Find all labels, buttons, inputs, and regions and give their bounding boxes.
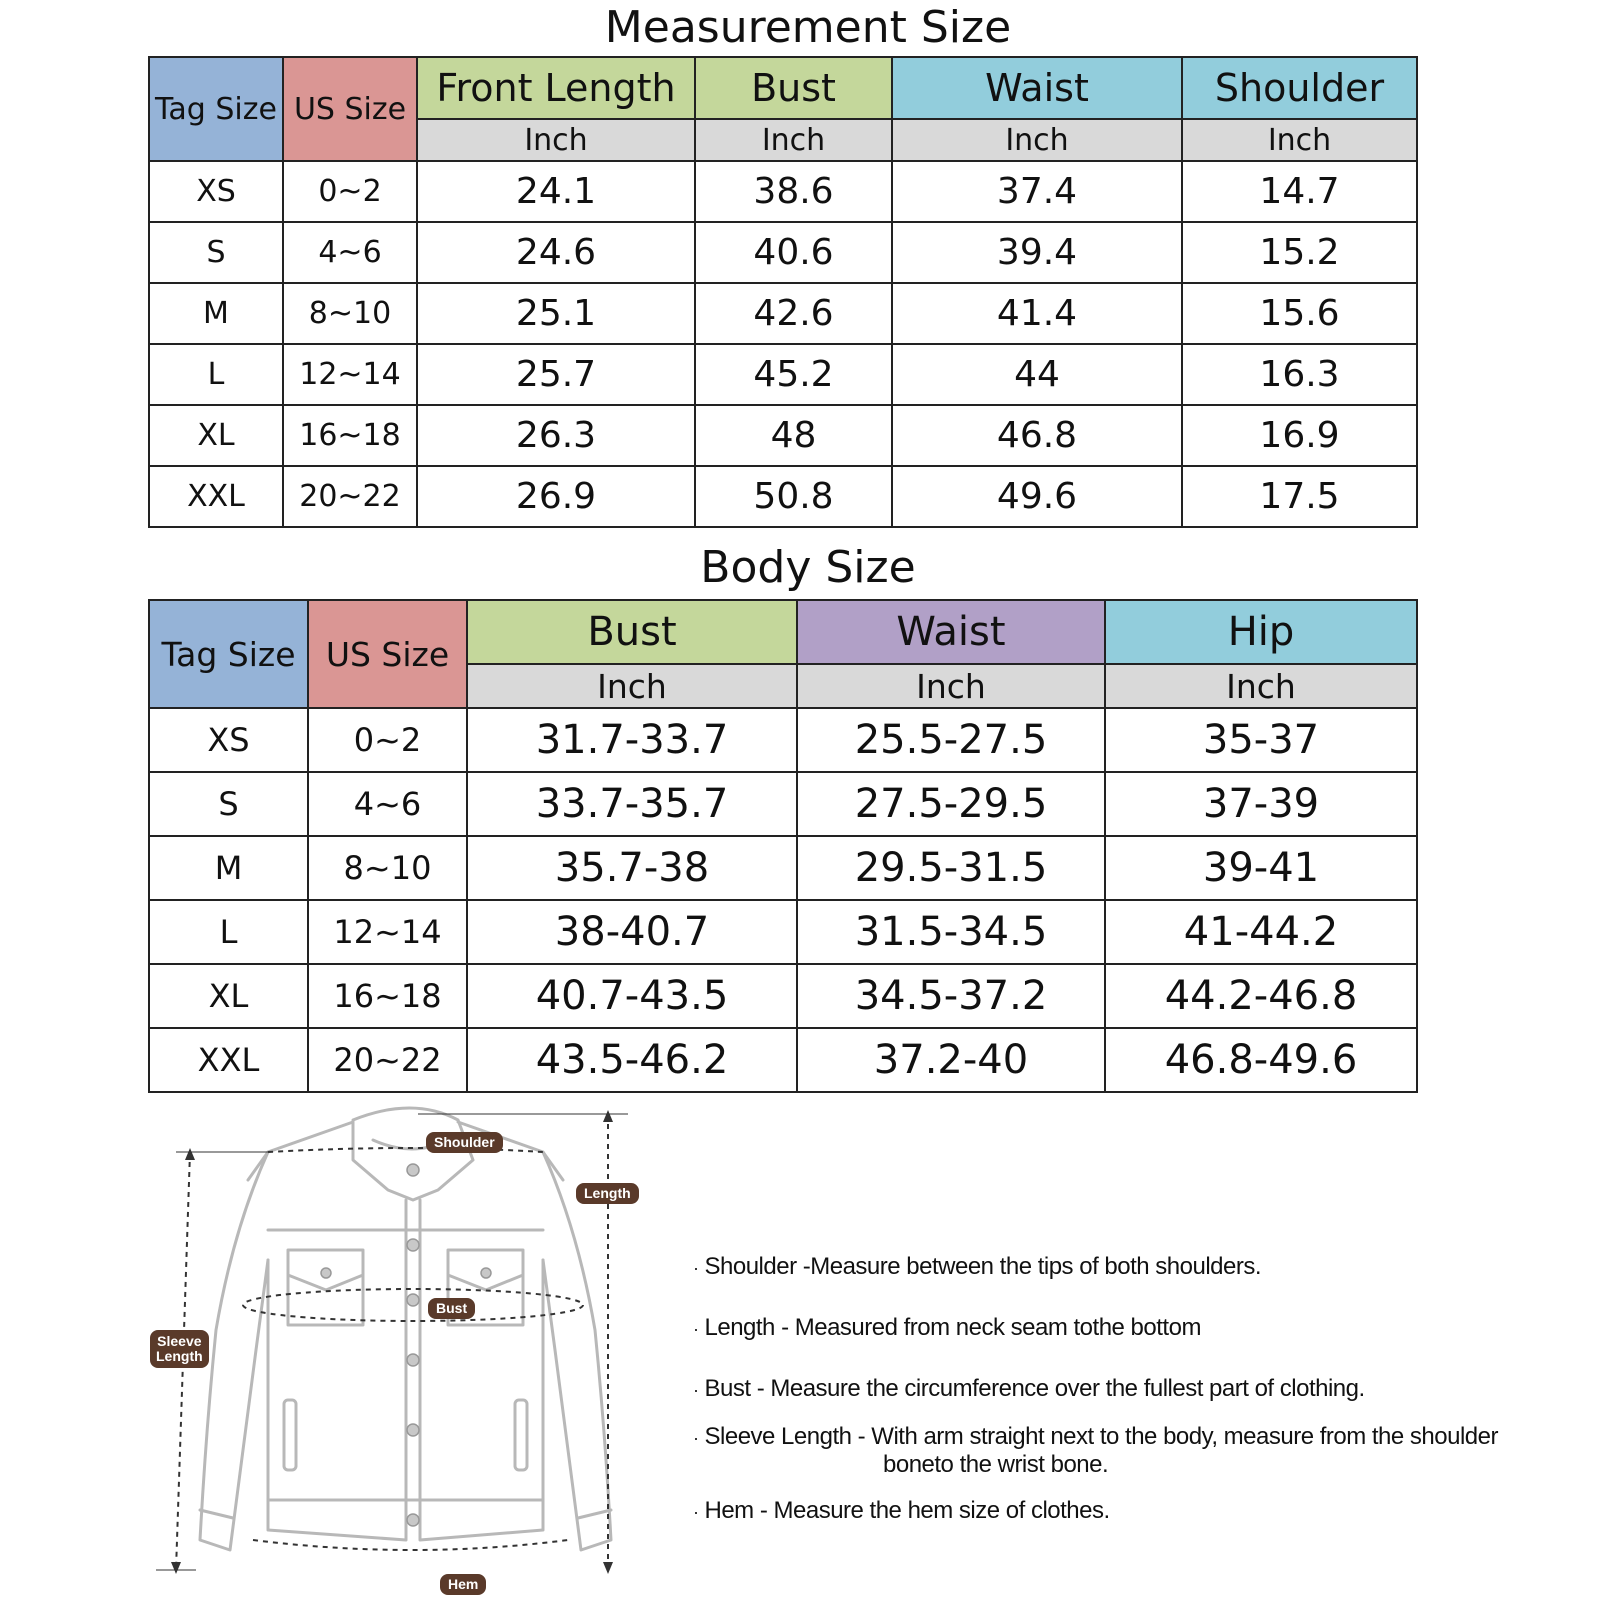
table-row [149,708,1417,772]
note-shoulder-text: Shoulder -Measure between the tips of both shoulders. [704,1253,1262,1280]
sleeve-length-label [150,1330,209,1368]
unit-hip: Inch [1105,664,1417,708]
cell-bust: 31.7-33.7 [467,708,797,772]
cell-waist: 39.4 [892,222,1182,283]
cell-us-size: 12~14 [308,900,467,964]
note-bust-text: Bust - Measure the circumference over the fullest part of clothing. [704,1375,1365,1402]
measurement-size-table [148,56,1418,528]
measurement-size-title: Measurement Size [604,2,1012,53]
cell-front-length: 26.9 [417,466,695,527]
cell-hip: 39-41 [1105,836,1417,900]
note-sleeve-text-cont: boneto the wrist bone. [883,1451,1109,1478]
cell-us-size: 12~14 [283,344,417,405]
header-us-size: US Size [308,600,467,708]
header-us-size: US Size [283,57,417,161]
cell-bust: 40.6 [695,222,892,283]
table-row [149,222,1417,283]
header-waist: Waist [797,600,1105,664]
cell-bust: 43.5-46.2 [467,1028,797,1092]
table-row [149,344,1417,405]
bullet: · [693,1428,699,1448]
note-hem [693,1497,1573,1525]
cell-waist: 37.4 [892,161,1182,222]
header-tag-size: Tag Size [149,600,308,708]
unit-shoulder: Inch [1182,119,1417,161]
cell-tag-size: L [149,900,308,964]
cell-tag-size: XS [149,708,308,772]
note-bust [693,1375,1573,1403]
cell-shoulder: 14.7 [1182,161,1417,222]
header-bust: Bust [467,600,797,664]
cell-tag-size: S [149,222,283,283]
cell-bust: 40.7-43.5 [467,964,797,1028]
header-waist: Waist [892,57,1182,119]
jacket-diagram [148,1100,678,1600]
note-hem-text: Hem - Measure the hem size of clothes. [704,1497,1110,1524]
cell-us-size: 20~22 [308,1028,467,1092]
shoulder-label: Shoulder [426,1132,503,1153]
cell-tag-size: XL [149,964,308,1028]
cell-us-size: 0~2 [283,161,417,222]
cell-us-size: 16~18 [308,964,467,1028]
table-row [149,836,1417,900]
cell-hip: 44.2-46.8 [1105,964,1417,1028]
cell-us-size: 20~22 [283,466,417,527]
sleeve-label-line2: Length [156,1348,203,1364]
cell-shoulder: 15.6 [1182,283,1417,344]
cell-hip: 37-39 [1105,772,1417,836]
cell-bust: 42.6 [695,283,892,344]
cell-waist: 41.4 [892,283,1182,344]
sleeve-label-line1: Sleeve [157,1333,202,1349]
cell-us-size: 8~10 [308,836,467,900]
cell-bust: 48 [695,405,892,466]
cell-bust: 50.8 [695,466,892,527]
cell-front-length: 24.6 [417,222,695,283]
body-size-title: Body Size [700,542,916,593]
cell-waist: 44 [892,344,1182,405]
note-length [693,1314,1573,1342]
unit-front-length: Inch [417,119,695,161]
unit-bust: Inch [695,119,892,161]
cell-waist: 31.5-34.5 [797,900,1105,964]
cell-waist: 46.8 [892,405,1182,466]
cell-tag-size: XXL [149,1028,308,1092]
cell-tag-size: M [149,283,283,344]
header-hip: Hip [1105,600,1417,664]
note-length-text: Length - Measured from neck seam tothe bottom [704,1314,1201,1341]
header-bust: Bust [695,57,892,119]
cell-hip: 35-37 [1105,708,1417,772]
cell-tag-size: XL [149,405,283,466]
cell-shoulder: 16.3 [1182,344,1417,405]
cell-bust: 45.2 [695,344,892,405]
cell-bust: 33.7-35.7 [467,772,797,836]
cell-hip: 41-44.2 [1105,900,1417,964]
bust-label: Bust [428,1298,475,1319]
unit-waist: Inch [892,119,1182,161]
cell-tag-size: XS [149,161,283,222]
table-row [149,161,1417,222]
cell-tag-size: M [149,836,308,900]
cell-front-length: 25.7 [417,344,695,405]
cell-shoulder: 15.2 [1182,222,1417,283]
header-front-length: Front Length [417,57,695,119]
table-row [149,900,1417,964]
cell-waist: 29.5-31.5 [797,836,1105,900]
cell-front-length: 26.3 [417,405,695,466]
bullet: · [693,1502,699,1522]
note-sleeve-length [693,1423,1573,1479]
length-label: Length [576,1183,639,1204]
table-row [149,283,1417,344]
cell-us-size: 4~6 [283,222,417,283]
table-row [149,772,1417,836]
cell-bust: 35.7-38 [467,836,797,900]
cell-shoulder: 17.5 [1182,466,1417,527]
cell-bust: 38.6 [695,161,892,222]
cell-us-size: 4~6 [308,772,467,836]
cell-hip: 46.8-49.6 [1105,1028,1417,1092]
header-tag-size: Tag Size [149,57,283,161]
unit-waist: Inch [797,664,1105,708]
note-sleeve-text: Sleeve Length - With arm straight next to the body, measure from the shoulder [704,1423,1498,1450]
unit-bust: Inch [467,664,797,708]
body-size-table [148,599,1418,1093]
cell-waist: 49.6 [892,466,1182,527]
table-row [149,405,1417,466]
cell-us-size: 8~10 [283,283,417,344]
header-shoulder: Shoulder [1182,57,1417,119]
cell-shoulder: 16.9 [1182,405,1417,466]
table-row [149,466,1417,527]
note-shoulder [693,1253,1573,1281]
jacket-illustration [148,1100,678,1600]
table-row [149,1028,1417,1092]
cell-tag-size: XXL [149,466,283,527]
bullet: · [693,1319,699,1339]
cell-tag-size: S [149,772,308,836]
cell-us-size: 0~2 [308,708,467,772]
bullet: · [693,1380,699,1400]
cell-tag-size: L [149,344,283,405]
cell-waist: 37.2-40 [797,1028,1105,1092]
cell-us-size: 16~18 [283,405,417,466]
table-row [149,964,1417,1028]
hem-label: Hem [440,1574,486,1595]
cell-waist: 34.5-37.2 [797,964,1105,1028]
cell-front-length: 25.1 [417,283,695,344]
bullet: · [693,1258,699,1278]
cell-waist: 25.5-27.5 [797,708,1105,772]
cell-front-length: 24.1 [417,161,695,222]
cell-bust: 38-40.7 [467,900,797,964]
cell-waist: 27.5-29.5 [797,772,1105,836]
